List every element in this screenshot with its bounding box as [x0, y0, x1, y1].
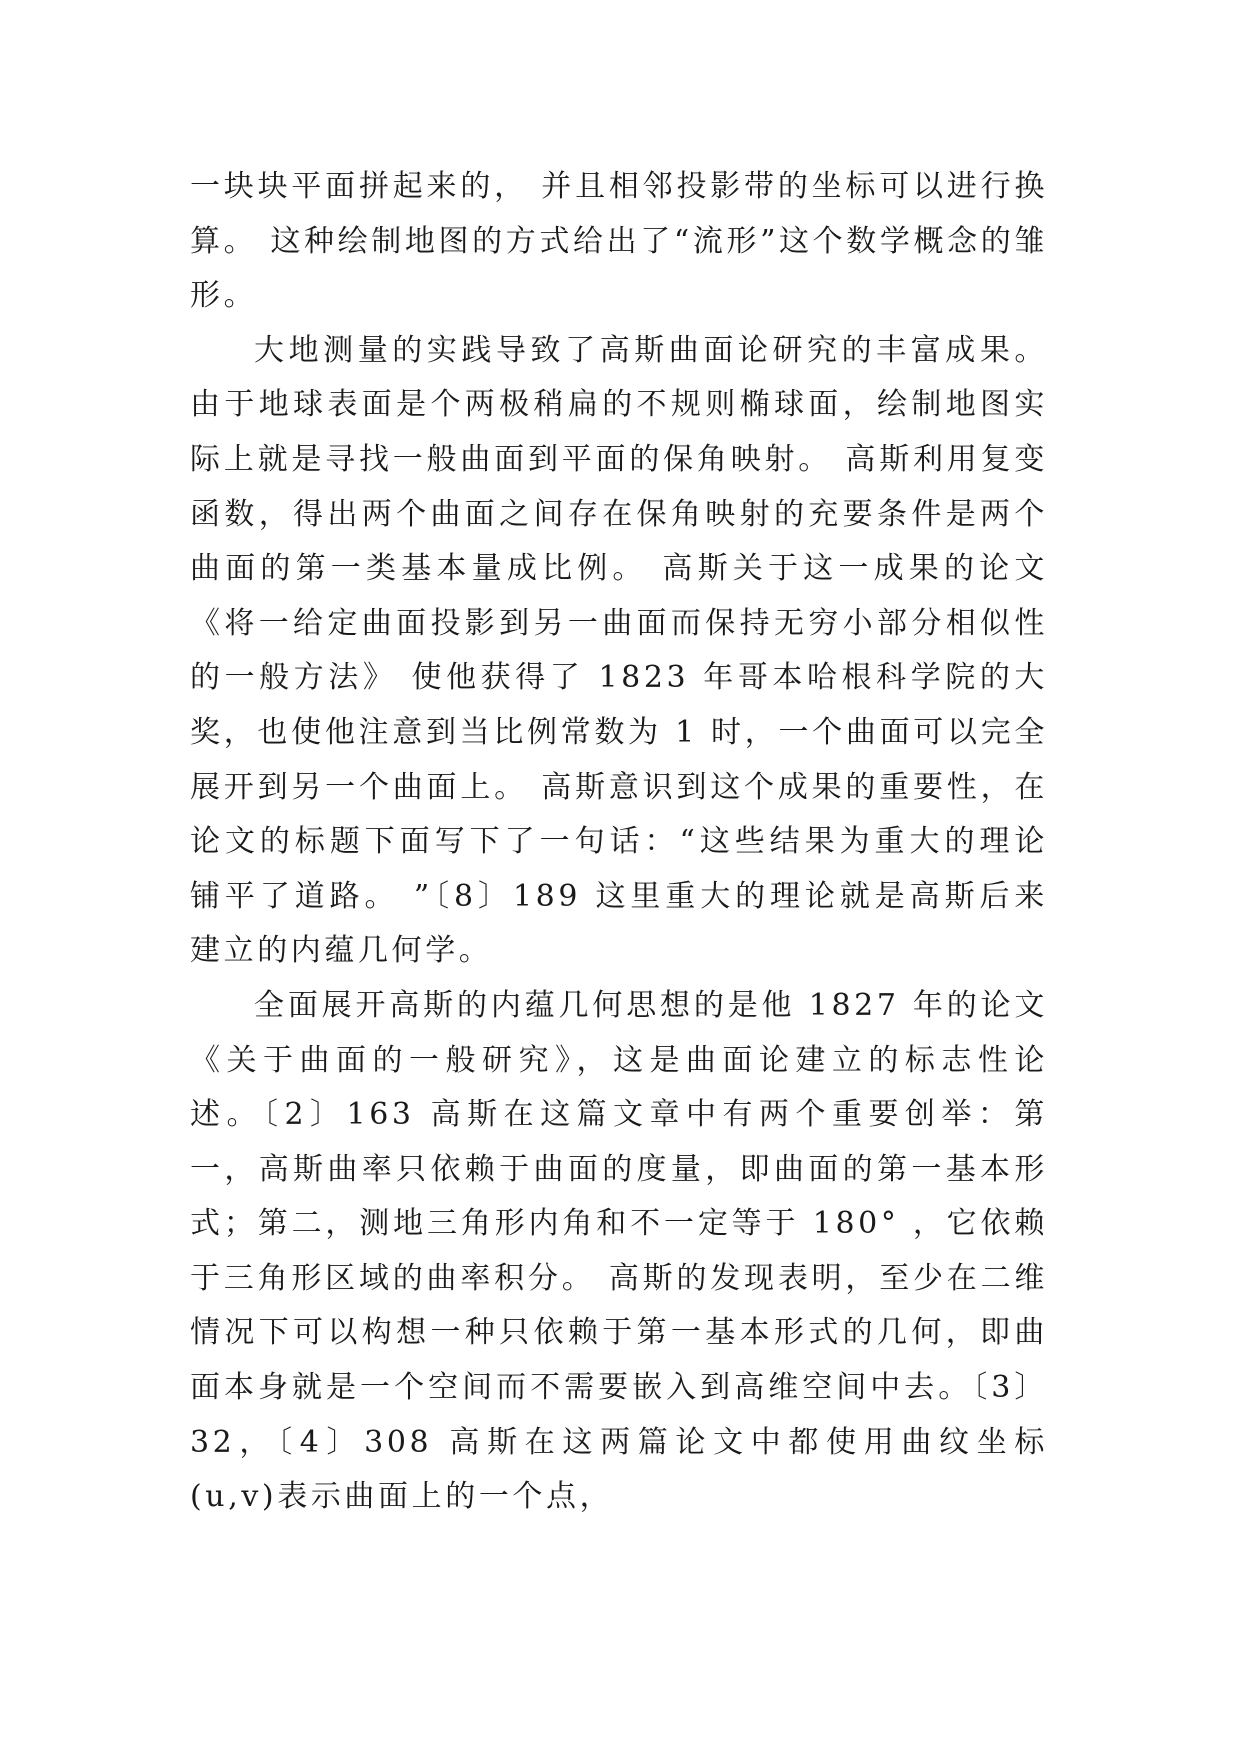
body-text: [190, 160, 1048, 1525]
paragraph-2: 大地测量的实践导致了高斯曲面论研究的丰富成果。由于地球表面是个两极稍扁的不规则椭球面，绘制地图实际上就是寻找一般曲面到平面的保角映射。 高斯利用复变函数，得出两个曲面之间存在保角映射的充要条件是两个曲面的第一类基本量成比例。 高斯关于这一成果的论文《将一给定曲面投影到另一曲面而保持无穷小部分相似性的一般方法》 使他获得了 1823 年哥本哈根科学院的大奖，也使他注意到当比例常数为 1 时，一个曲面可以完全展开到另一个曲面上。 高斯意识到这个成果的重要性，在论文的标题下面写下了一句话：“这些结果为重大的理论铺平了道路。 ”〔8〕189 这里重大的理论就是高斯后来建立的内蕴几何学。: [190, 332, 1048, 969]
paragraph-1: 一块块平面拼起来的， 并且相邻投影带的坐标可以进行换算。 这种绘制地图的方式给出了“流形”这个数学概念的雏形。: [190, 169, 1048, 314]
paragraph-3: 全面展开高斯的内蕴几何思想的是他 1827 年的论文《关于曲面的一般研究》，这是曲面论建立的标志性论述。〔2〕163 高斯在这篇文章中有两个重要创举：第一，高斯曲率只依赖于曲面的度量，即曲面的第一基本形式；第二，测地三角形内角和不一定等于 180° ，它依赖于三角形区域的曲率积分。 高斯的发现表明，至少在二维情况下可以构想一种只依赖于第一基本形式的几何，即曲面本身就是一个空间而不需要嵌入到高维空间中去。〔3〕32，〔4〕308 高斯在这两篇论文中都使用曲纹坐标(u,v)表示曲面上的一个点，: [190, 987, 1048, 1515]
